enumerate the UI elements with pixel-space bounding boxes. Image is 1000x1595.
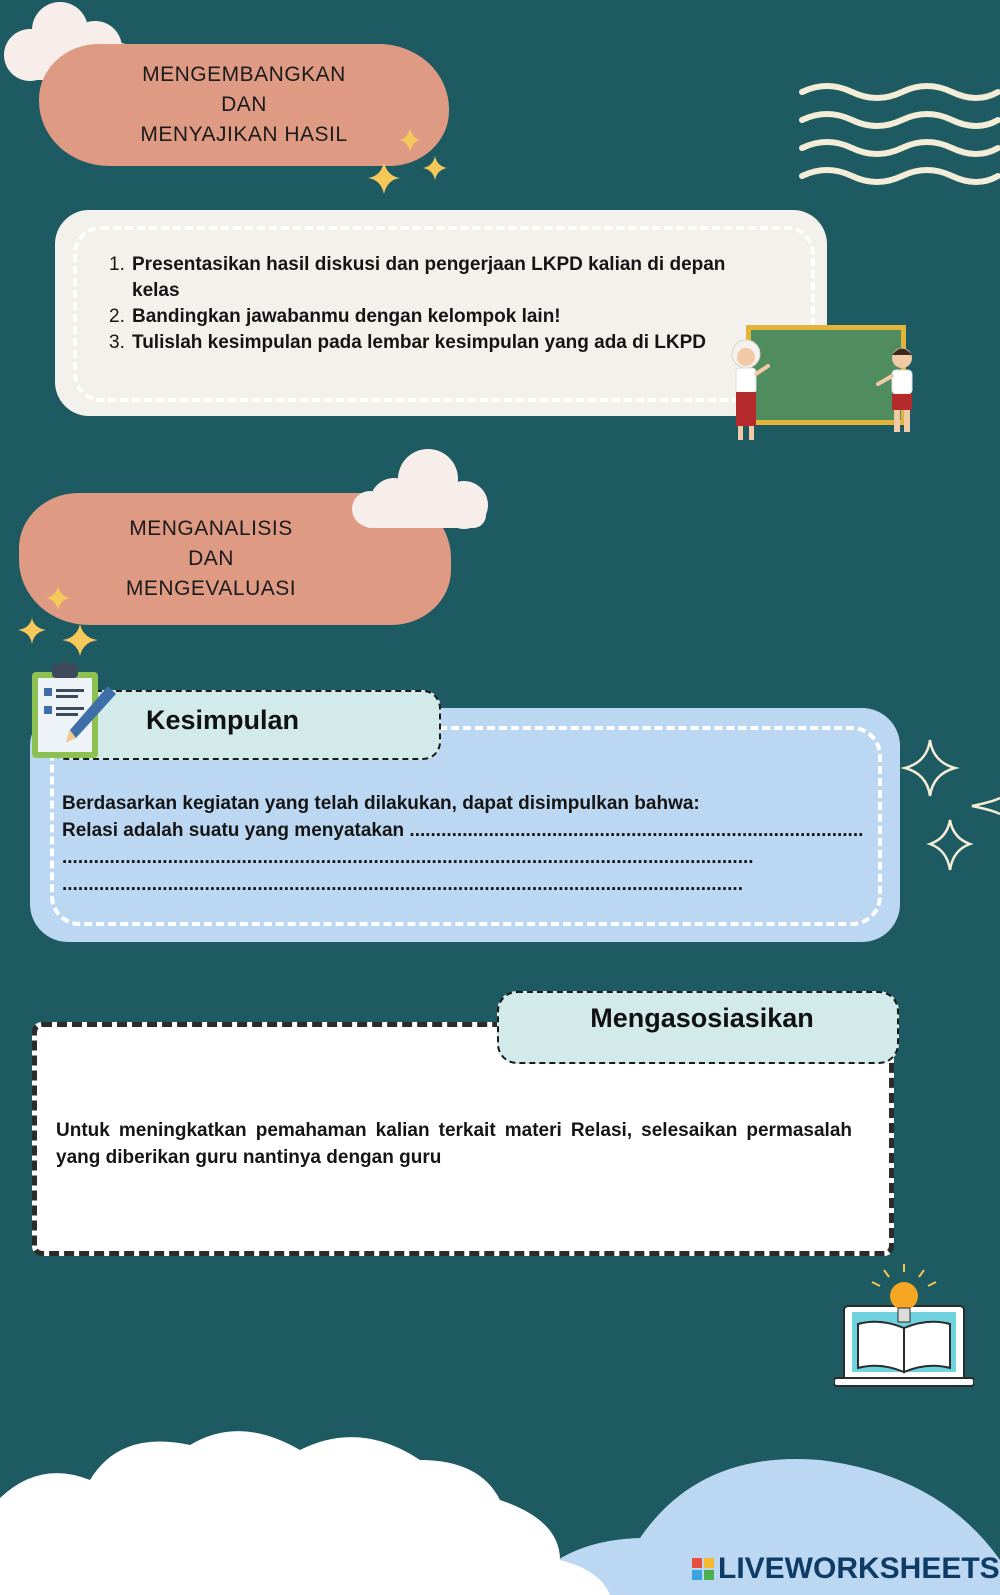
title-line: DAN: [188, 547, 234, 570]
instruction-list: [109, 252, 757, 356]
sparkle-icon: [368, 128, 452, 200]
kesimpulan-answer-line[interactable]: ...................................................................................................................................: [62, 847, 754, 868]
kesimpulan-intro: Berdasarkan kegiatan yang telah dilakukan, dapat disimpulkan bahwa:: [62, 793, 700, 814]
liveworksheets-logo-icon: [692, 1558, 714, 1580]
list-item: [109, 252, 757, 304]
liveworksheets-logo-text: LIVEWORKSHEETS: [718, 1552, 1000, 1585]
kesimpulan-answer-line[interactable]: Relasi adalah suatu yang menyatakan ......................................................................................: [62, 820, 864, 841]
wavy-lines-decoration: [798, 80, 1000, 195]
mengasosiasikan-title: Mengasosiasikan: [590, 1003, 814, 1033]
list-text: Presentasikan hasil diskusi dan pengerjaan LKPD kalian di depan kelas: [132, 254, 726, 301]
title-line: MENGEMBANGKAN: [142, 63, 346, 86]
title-line: MENGANALISIS: [129, 517, 293, 540]
classroom-illustration: [724, 322, 924, 446]
list-item: [109, 330, 757, 356]
list-text: Bandingkan jawabanmu dengan kelompok lain!: [132, 306, 561, 327]
laptop-book-lightbulb-icon: [834, 1262, 974, 1390]
mengasosiasikan-text: Untuk meningkatkan pemahaman kalian terkait materi Relasi, selesaikan permasalah yang diberikan guru nantinya dengan guru: [56, 1120, 852, 1168]
clipboard-icon: [30, 658, 120, 762]
liveworksheets-logo[interactable]: [692, 1552, 1000, 1586]
title-line: MENYAJIKAN HASIL: [140, 123, 348, 146]
instruction-card: [55, 210, 827, 416]
list-text: Tulislah kesimpulan pada lembar kesimpulan yang ada di LKPD: [132, 332, 707, 353]
kesimpulan-answer-line[interactable]: .................................................................................................................................: [62, 874, 743, 895]
sparkle-icon: [18, 586, 100, 656]
list-number: 3.: [109, 332, 125, 353]
cloud-middle: [348, 447, 494, 537]
title-line: DAN: [221, 93, 267, 116]
kesimpulan-title: Kesimpulan: [146, 705, 300, 735]
list-item: [109, 304, 757, 330]
list-number: 1.: [109, 254, 125, 275]
kesimpulan-text: [62, 790, 892, 898]
list-number: 2.: [109, 306, 125, 327]
title-line: MENGEVALUASI: [125, 577, 297, 600]
sparkle-outline-icon: [900, 738, 1000, 878]
